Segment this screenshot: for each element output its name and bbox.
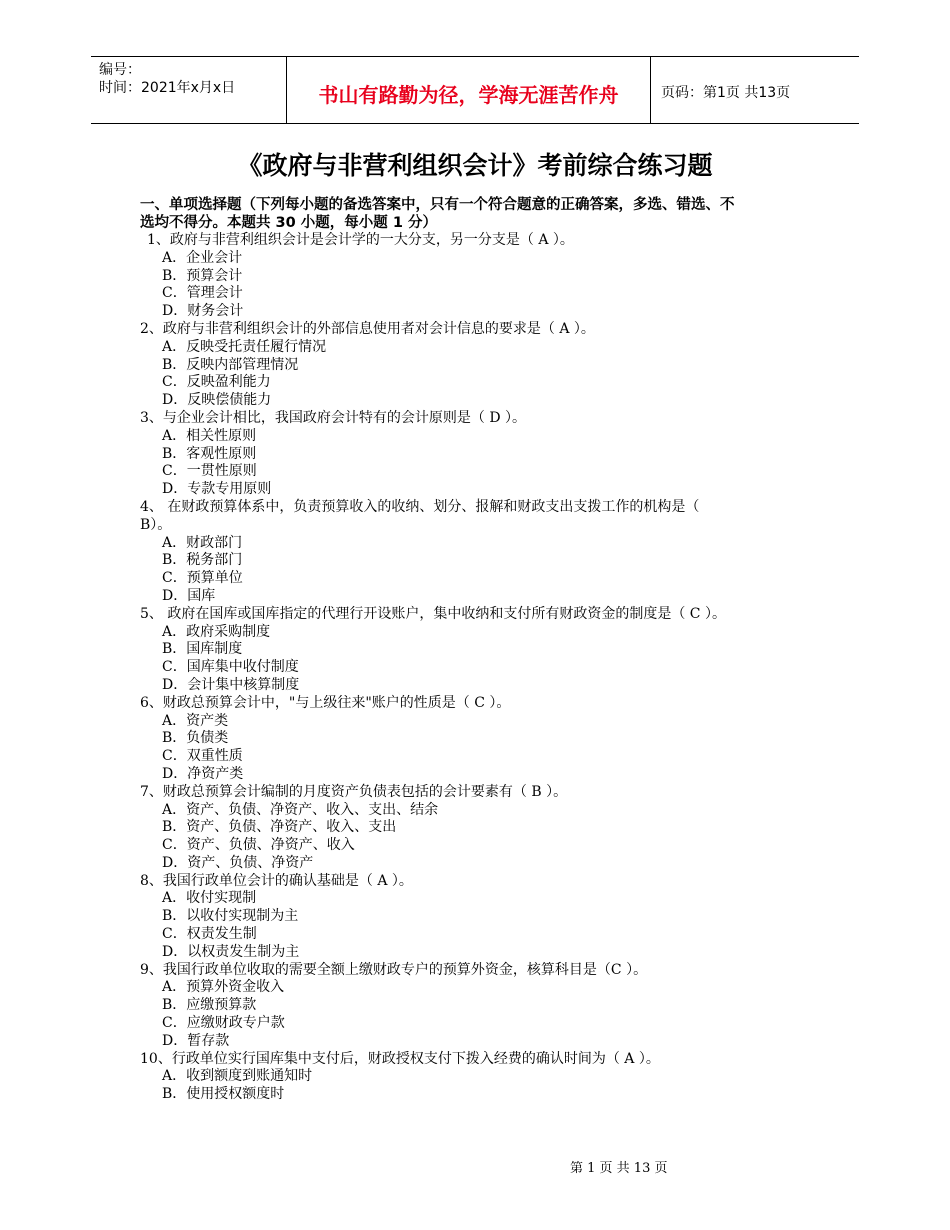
- header-page-number: 页码：第1页 共13页: [661, 85, 791, 101]
- answer-option: B．客观性原则: [162, 445, 257, 462]
- answer-option: D．财务会计: [162, 303, 244, 320]
- answer-option: B．国库制度: [162, 641, 243, 658]
- answer-option: B．反映内部管理情况: [162, 356, 299, 373]
- answer-option: D．反映偿债能力: [162, 392, 272, 409]
- footer-page-number: 第 1 页 共 13 页: [570, 1161, 668, 1176]
- header-page-cell: [651, 57, 859, 123]
- answer-option: C．预算单位: [162, 570, 243, 587]
- answer-option: C．管理会计: [162, 285, 243, 302]
- question-text: B）。: [140, 516, 172, 533]
- question-text: 8、我国行政单位会计的确认基础是（ A ）。: [140, 872, 413, 889]
- answer-option: B．以收付实现制为主: [162, 908, 299, 925]
- answer-option: C．一贯性原则: [162, 463, 257, 480]
- answer-option: B．负债类: [162, 730, 229, 747]
- header-meta-cell: [91, 57, 287, 123]
- answer-option: A．收付实现制: [162, 890, 257, 907]
- section-heading-line-1: 一、单项选择题（下列每小题的备选答案中，只有一个符合题意的正确答案，多选、错选、不: [140, 197, 735, 213]
- answer-option: A．企业会计: [162, 249, 243, 266]
- question-list: [140, 232, 830, 1104]
- answer-option: B．资产、负债、净资产、收入、支出: [162, 819, 397, 836]
- answer-option: C．资产、负债、净资产、收入: [162, 837, 355, 854]
- answer-option: D．以权责发生制为主: [162, 943, 300, 960]
- header-motto-cell: [287, 57, 651, 123]
- answer-option: C．应缴财政专户款: [162, 1015, 285, 1032]
- answer-option: A．资产类: [162, 712, 229, 729]
- answer-option: A．政府采购制度: [162, 623, 271, 640]
- document-date-label: 时间：2021年x月x日: [99, 80, 236, 96]
- answer-option: B．应缴预算款: [162, 997, 257, 1014]
- answer-option: B．使用授权额度时: [162, 1086, 285, 1103]
- question-text: 10、行政单位实行国库集中支付后，财政授权支付下拨入经费的确认时间为（ A ）。: [140, 1050, 660, 1067]
- answer-option: A．反映受托责任履行情况: [162, 338, 327, 355]
- answer-option: A．财政部门: [162, 534, 243, 551]
- motto-text: 书山有路勤为径，学海无涯苦作舟: [318, 83, 619, 107]
- answer-option: D．会计集中核算制度: [162, 676, 300, 693]
- question-text: 2、政府与非营利组织会计的外部信息使用者对会计信息的要求是（ A ）。: [140, 320, 595, 337]
- answer-option: C．双重性质: [162, 748, 243, 765]
- question-text: 3、与企业会计相比，我国政府会计特有的会计原则是（ D ）。: [140, 409, 527, 426]
- answer-option: C．权责发生制: [162, 926, 257, 943]
- answer-option: D．暂存款: [162, 1032, 230, 1049]
- answer-option: A．预算外资金收入: [162, 979, 285, 996]
- answer-option: D．国库: [162, 587, 216, 604]
- section-heading: [140, 196, 820, 232]
- answer-option: A．资产、负债、净资产、收入、支出、结余: [162, 801, 439, 818]
- question-text: 9、我国行政单位收取的需要全额上缴财政专户的预算外资金，核算科目是（C ）。: [140, 961, 648, 978]
- document-title: 《政府与非营利组织会计》考前综合练习题: [237, 151, 713, 180]
- answer-option: C．国库集中收付制度: [162, 659, 299, 676]
- question-text: 1、政府与非营利组织会计是会计学的一大分支，另一分支是（ A ）。: [147, 232, 574, 248]
- answer-option: D．资产、负债、净资产: [162, 854, 314, 871]
- question-text: 7、财政总预算会计编制的月度资产负债表包括的会计要素有（ B ）。: [140, 783, 568, 800]
- answer-option: B．预算会计: [162, 267, 243, 284]
- answer-option: B．税务部门: [162, 552, 243, 569]
- question-text: 4、 在财政预算体系中，负责预算收入的收纳、划分、报解和财政支出支拨工作的机构是（: [140, 498, 700, 515]
- answer-option: C．反映盈利能力: [162, 374, 271, 391]
- question-text: 6、财政总预算会计中，"与上级往来"账户的性质是（ C ）。: [140, 694, 511, 711]
- answer-option: D．专款专用原则: [162, 481, 272, 498]
- answer-option: D．净资产类: [162, 765, 244, 782]
- answer-option: A．收到额度到账通知时: [162, 1068, 313, 1085]
- document-number-label: 编号：: [99, 62, 141, 78]
- document-header: [91, 56, 859, 124]
- section-heading-line-2: 选均不得分。本题共 30 小题，每小题 1 分）: [140, 215, 437, 231]
- answer-option: A．相关性原则: [162, 427, 257, 444]
- question-text: 5、 政府在国库或国库指定的代理行开设账户，集中收纳和支付所有财政资金的制度是（ C ）。: [140, 605, 726, 622]
